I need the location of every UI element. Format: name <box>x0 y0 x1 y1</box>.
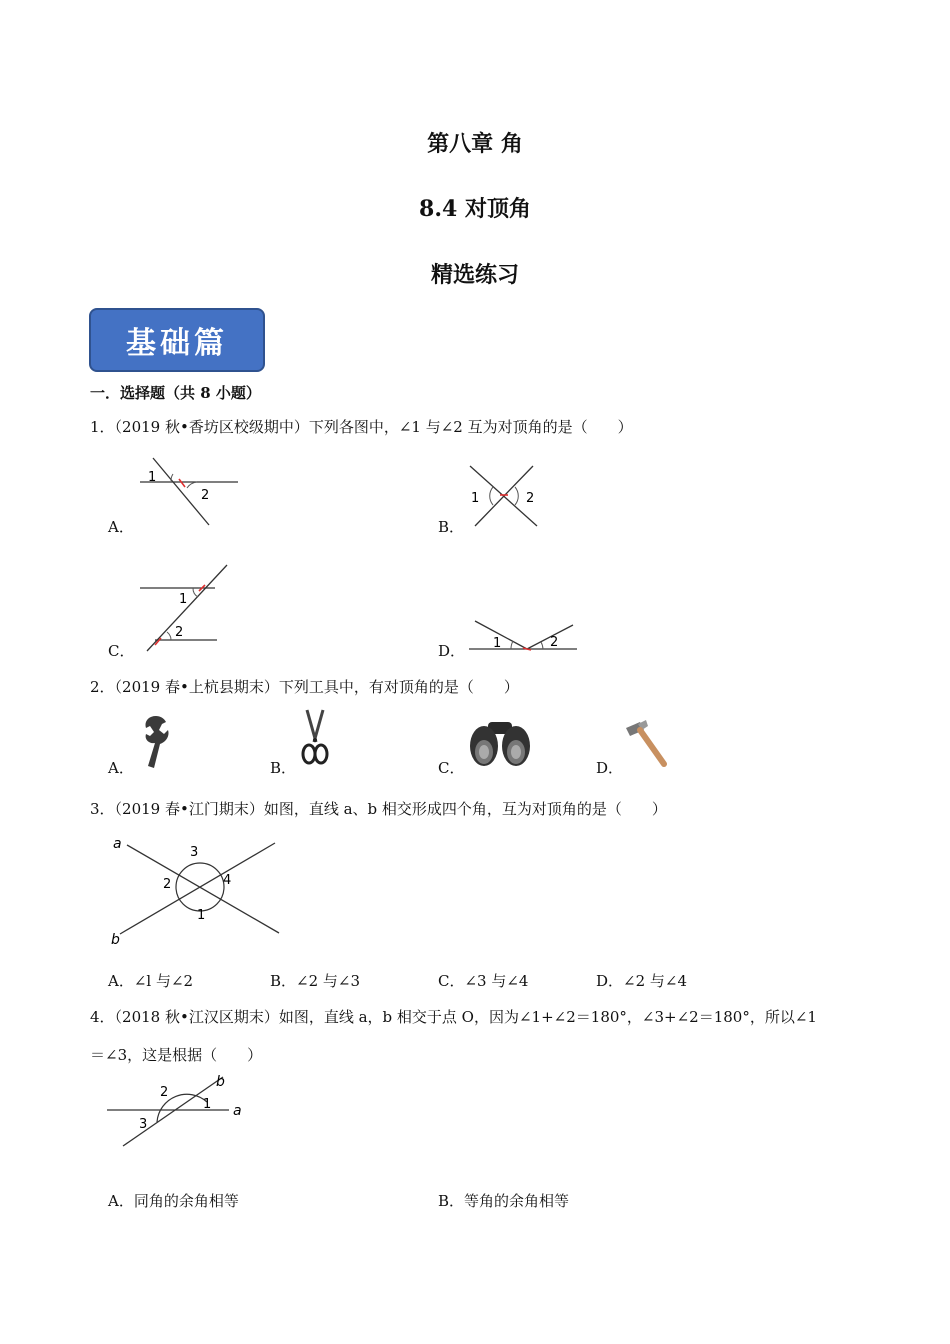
binoculars-icon <box>468 716 532 768</box>
q3-option-d[interactable]: D．∠2 与∠4 <box>596 972 688 990</box>
q4-option-b[interactable]: B．等角的余角相等 <box>438 1192 570 1210</box>
q3-option-b[interactable]: B．∠2 与∠3 <box>270 972 361 990</box>
question-2-stem: 2．（2019 春•上杭县期末）下列工具中，有对顶角的是（ ） <box>90 678 519 696</box>
q1a-label-1: 1 <box>148 470 157 485</box>
q1-option-c[interactable]: C． <box>108 642 135 660</box>
part-heading: 一．选择题（共 8 小题） <box>90 384 261 402</box>
q3-label-a: a <box>113 836 122 852</box>
q2-option-c[interactable]: C． <box>438 759 465 777</box>
question-3-stem: 3．（2019 春•江门期末）如图，直线 a、b 相交形成四个角，互为对顶角的是（ ） <box>90 800 667 818</box>
scissors-icon <box>298 708 332 768</box>
q1-figure-a <box>135 450 245 530</box>
q1-figure-c <box>135 563 235 655</box>
q1b-label-1: 1 <box>471 491 480 506</box>
q4-label-2: 2 <box>160 1085 169 1100</box>
q3-option-a[interactable]: A．∠l 与∠2 <box>108 972 194 990</box>
q3-label-1: 1 <box>197 908 206 923</box>
q3-label-2: 2 <box>163 877 172 892</box>
q3-label-b: b <box>111 932 120 948</box>
q1b-label-2: 2 <box>526 491 535 506</box>
q1-figure-d <box>465 615 580 657</box>
q1-figure-b <box>465 462 545 530</box>
q2-option-a[interactable]: A． <box>108 759 134 777</box>
q1a-label-2: 2 <box>201 488 210 503</box>
question-4-stem-line2: ＝∠3，这是根据（ ） <box>90 1046 263 1064</box>
q4-label-3: 3 <box>139 1117 148 1132</box>
q4-label-b: b <box>216 1074 225 1090</box>
q1d-label-1: 1 <box>493 636 502 651</box>
question-4-stem-line1: 4．（2018 秋•江汉区期末）如图，直线 a，b 相交于点 O，因为∠1+∠2＝180°，∠3+∠2＝180°，所以∠1 <box>90 1008 817 1026</box>
q3-label-3: 3 <box>190 845 199 860</box>
q1c-label-1: 1 <box>179 592 188 607</box>
q4-option-a[interactable]: A．同角的余角相等 <box>108 1192 239 1210</box>
q4-label-a: a <box>233 1103 242 1119</box>
hammer-icon <box>622 718 670 768</box>
chapter-title: 第八章 角 <box>427 131 523 157</box>
question-1-stem: 1．（2019 秋•香坊区校级期中）下列各图中，∠1 与∠2 互为对顶角的是（ ） <box>90 418 633 436</box>
q4-label-1: 1 <box>203 1097 212 1112</box>
section-title: 8.4 对顶角 <box>419 196 531 222</box>
q3-option-c[interactable]: C．∠3 与∠4 <box>438 972 529 990</box>
q1-option-a[interactable]: A． <box>108 518 134 536</box>
q3-label-4: 4 <box>223 873 232 888</box>
q1c-label-2: 2 <box>175 625 184 640</box>
wrench-icon <box>138 712 174 770</box>
q3-figure <box>105 830 285 950</box>
practice-subtitle: 精选练习 <box>430 262 519 288</box>
q1d-label-2: 2 <box>550 635 559 650</box>
q1-option-d[interactable]: D． <box>438 642 466 660</box>
q2-option-b[interactable]: B． <box>270 759 297 777</box>
q4-figure <box>105 1072 250 1152</box>
q1-option-b[interactable]: B． <box>438 518 465 536</box>
basic-level-banner: 基础篇 <box>89 308 265 372</box>
q2-option-d[interactable]: D． <box>596 759 624 777</box>
